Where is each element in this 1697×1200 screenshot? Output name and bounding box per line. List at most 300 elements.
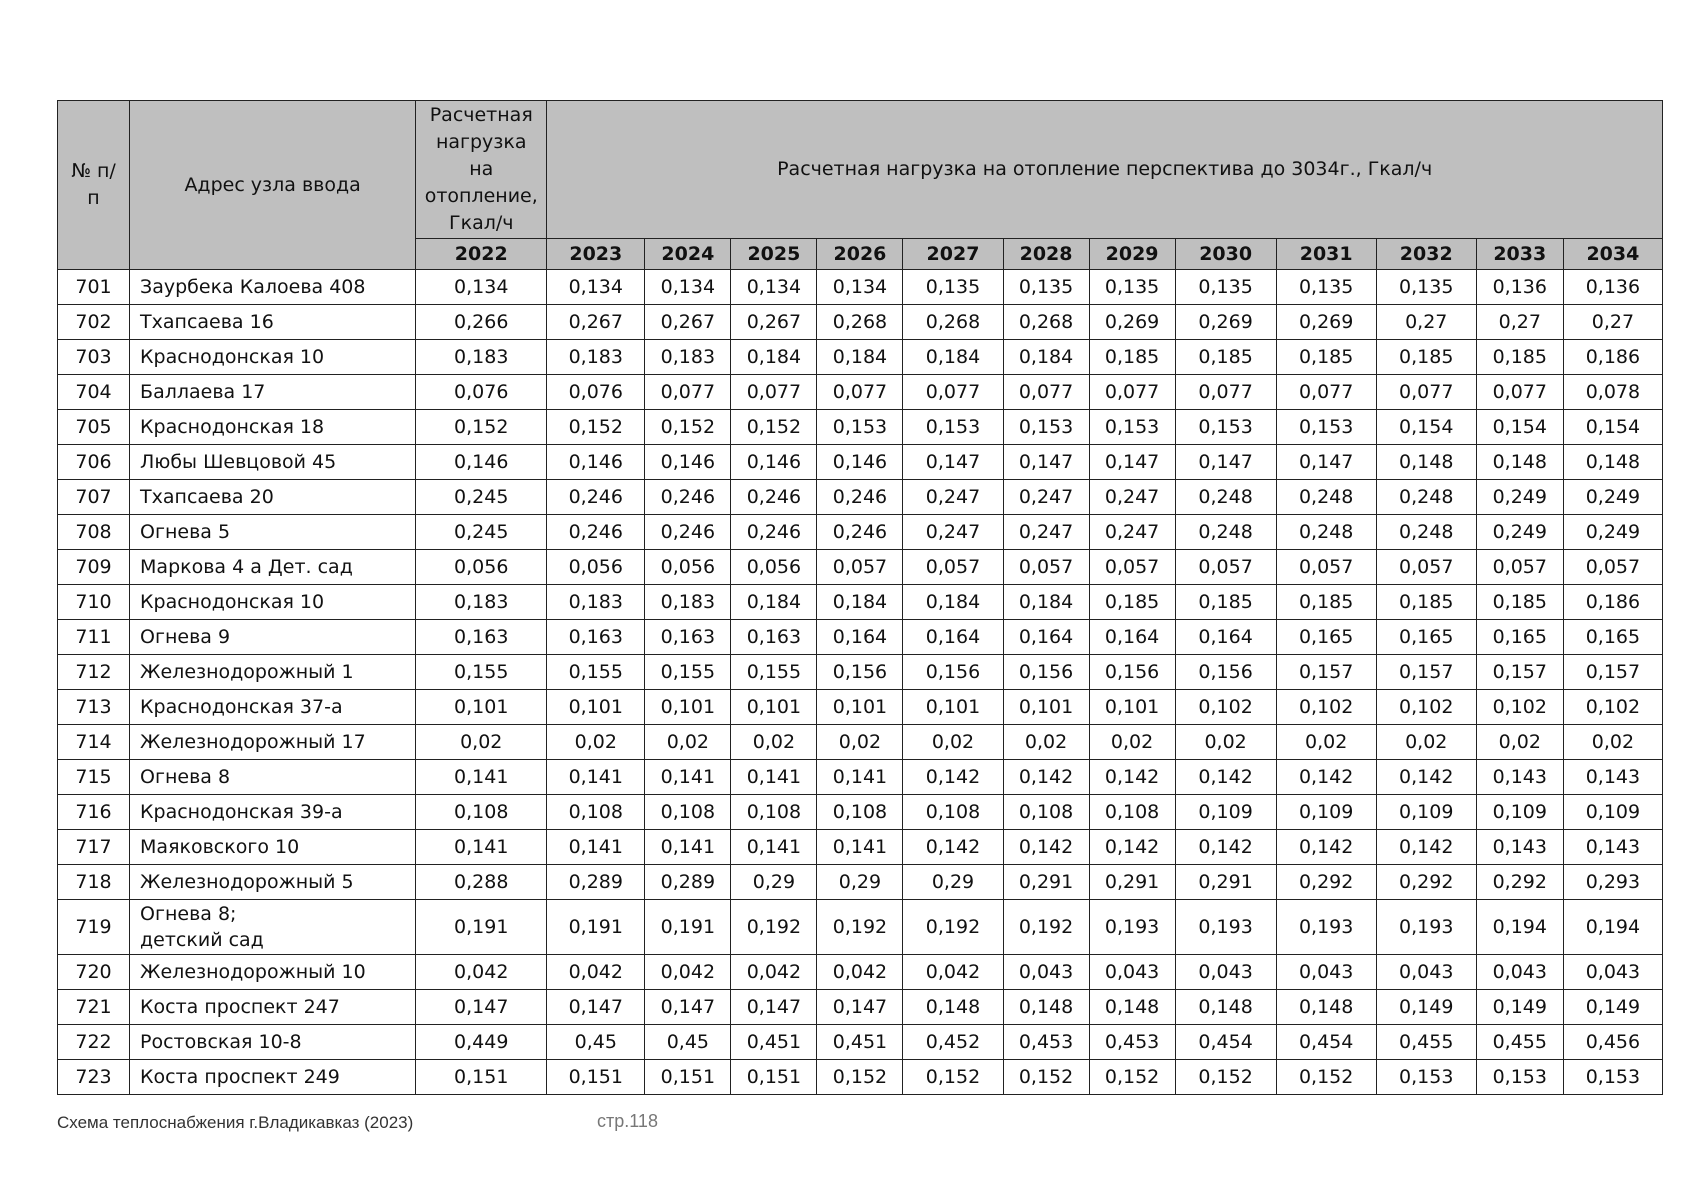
load-value-2034: 0,157 <box>1563 655 1662 690</box>
load-value-2033: 0,153 <box>1476 1060 1563 1095</box>
load-value-2027: 0,142 <box>903 760 1003 795</box>
load-value-2025: 0,152 <box>731 410 817 445</box>
load-value-2022: 0,02 <box>416 725 547 760</box>
load-value-2023: 0,246 <box>547 480 645 515</box>
load-value-2026: 0,246 <box>817 515 903 550</box>
load-value-2028: 0,156 <box>1003 655 1089 690</box>
table-row <box>58 375 1663 410</box>
load-value-2027: 0,02 <box>903 725 1003 760</box>
table-header <box>58 101 1663 270</box>
load-value-2024: 0,155 <box>645 655 731 690</box>
load-value-2023: 0,146 <box>547 445 645 480</box>
load-value-2022: 0,147 <box>416 990 547 1025</box>
row-address: Краснодонская 10 <box>130 585 416 620</box>
load-value-2022: 0,245 <box>416 480 547 515</box>
load-value-2028: 0,148 <box>1003 990 1089 1025</box>
load-value-2022: 0,141 <box>416 830 547 865</box>
load-value-2034: 0,143 <box>1563 760 1662 795</box>
row-address: Краснодонская 39-а <box>130 795 416 830</box>
load-value-2032: 0,165 <box>1376 620 1476 655</box>
load-value-2031: 0,02 <box>1276 725 1376 760</box>
table-row <box>58 515 1663 550</box>
load-value-2029: 0,193 <box>1089 900 1175 955</box>
load-value-2034: 0,249 <box>1563 480 1662 515</box>
load-value-2031: 0,185 <box>1276 340 1376 375</box>
load-value-2029: 0,135 <box>1089 270 1175 305</box>
load-value-2026: 0,184 <box>817 585 903 620</box>
load-value-2028: 0,192 <box>1003 900 1089 955</box>
year-header-2024: 2024 <box>645 239 731 270</box>
load-value-2029: 0,043 <box>1089 955 1175 990</box>
load-value-2031: 0,147 <box>1276 445 1376 480</box>
heat-load-table <box>57 100 1663 1095</box>
load-value-2031: 0,142 <box>1276 830 1376 865</box>
load-value-2026: 0,29 <box>817 865 903 900</box>
load-value-2022: 0,042 <box>416 955 547 990</box>
table-row <box>58 900 1663 955</box>
load-value-2022: 0,151 <box>416 1060 547 1095</box>
footer-page-number: стр.118 <box>597 1111 658 1131</box>
load-value-2023: 0,183 <box>547 340 645 375</box>
load-value-2032: 0,142 <box>1376 760 1476 795</box>
load-value-2022: 0,288 <box>416 865 547 900</box>
row-address: Краснодонская 18 <box>130 410 416 445</box>
row-number: 713 <box>58 690 130 725</box>
load-value-2033: 0,154 <box>1476 410 1563 445</box>
load-value-2026: 0,184 <box>817 340 903 375</box>
load-value-2028: 0,057 <box>1003 550 1089 585</box>
row-address: Огнева 9 <box>130 620 416 655</box>
load-value-2024: 0,246 <box>645 515 731 550</box>
load-value-2029: 0,185 <box>1089 340 1175 375</box>
load-value-2030: 0,102 <box>1175 690 1276 725</box>
load-value-2033: 0,043 <box>1476 955 1563 990</box>
load-value-2030: 0,147 <box>1175 445 1276 480</box>
row-address: Огнева 8 <box>130 760 416 795</box>
load-value-2023: 0,056 <box>547 550 645 585</box>
load-value-2032: 0,248 <box>1376 515 1476 550</box>
load-value-2026: 0,451 <box>817 1025 903 1060</box>
load-value-2024: 0,163 <box>645 620 731 655</box>
load-value-2022: 0,191 <box>416 900 547 955</box>
load-value-2029: 0,148 <box>1089 990 1175 1025</box>
load-value-2032: 0,185 <box>1376 340 1476 375</box>
load-value-2034: 0,136 <box>1563 270 1662 305</box>
load-value-2031: 0,135 <box>1276 270 1376 305</box>
load-value-2029: 0,156 <box>1089 655 1175 690</box>
load-value-2033: 0,148 <box>1476 445 1563 480</box>
load-value-2026: 0,268 <box>817 305 903 340</box>
load-value-2034: 0,249 <box>1563 515 1662 550</box>
row-number: 716 <box>58 795 130 830</box>
load-value-2026: 0,042 <box>817 955 903 990</box>
load-value-2026: 0,101 <box>817 690 903 725</box>
row-number: 715 <box>58 760 130 795</box>
load-value-2025: 0,147 <box>731 990 817 1025</box>
load-value-2026: 0,057 <box>817 550 903 585</box>
load-value-2029: 0,142 <box>1089 830 1175 865</box>
load-value-2024: 0,141 <box>645 760 731 795</box>
load-value-2026: 0,153 <box>817 410 903 445</box>
table-row <box>58 445 1663 480</box>
load-value-2025: 0,077 <box>731 375 817 410</box>
row-number: 722 <box>58 1025 130 1060</box>
load-value-2029: 0,247 <box>1089 480 1175 515</box>
load-value-2025: 0,042 <box>731 955 817 990</box>
load-value-2023: 0,289 <box>547 865 645 900</box>
load-value-2025: 0,155 <box>731 655 817 690</box>
table-row <box>58 795 1663 830</box>
load-value-2028: 0,291 <box>1003 865 1089 900</box>
load-value-2030: 0,057 <box>1175 550 1276 585</box>
row-number: 708 <box>58 515 130 550</box>
load-value-2025: 0,163 <box>731 620 817 655</box>
load-value-2025: 0,101 <box>731 690 817 725</box>
load-value-2032: 0,292 <box>1376 865 1476 900</box>
row-number: 704 <box>58 375 130 410</box>
load-value-2033: 0,136 <box>1476 270 1563 305</box>
year-header-2025: 2025 <box>731 239 817 270</box>
load-value-2032: 0,27 <box>1376 305 1476 340</box>
load-value-2024: 0,042 <box>645 955 731 990</box>
load-value-2033: 0,194 <box>1476 900 1563 955</box>
load-value-2028: 0,152 <box>1003 1060 1089 1095</box>
load-value-2030: 0,109 <box>1175 795 1276 830</box>
load-value-2029: 0,02 <box>1089 725 1175 760</box>
load-value-2023: 0,267 <box>547 305 645 340</box>
table-row <box>58 655 1663 690</box>
load-value-2033: 0,185 <box>1476 585 1563 620</box>
load-value-2022: 0,056 <box>416 550 547 585</box>
header-current-load: Расчетная нагрузка на отопление, Гкал/ч <box>416 101 547 239</box>
load-value-2024: 0,056 <box>645 550 731 585</box>
load-value-2023: 0,02 <box>547 725 645 760</box>
load-value-2034: 0,154 <box>1563 410 1662 445</box>
load-value-2031: 0,157 <box>1276 655 1376 690</box>
load-value-2034: 0,186 <box>1563 585 1662 620</box>
load-value-2029: 0,108 <box>1089 795 1175 830</box>
load-value-2034: 0,102 <box>1563 690 1662 725</box>
row-address: Маяковского 10 <box>130 830 416 865</box>
load-value-2026: 0,156 <box>817 655 903 690</box>
year-header-2030: 2030 <box>1175 239 1276 270</box>
row-address: Любы Шевцовой 45 <box>130 445 416 480</box>
load-value-2024: 0,45 <box>645 1025 731 1060</box>
load-value-2034: 0,456 <box>1563 1025 1662 1060</box>
load-value-2022: 0,163 <box>416 620 547 655</box>
row-number: 706 <box>58 445 130 480</box>
row-address: Ростовская 10-8 <box>130 1025 416 1060</box>
table-row <box>58 585 1663 620</box>
table-row <box>58 480 1663 515</box>
load-value-2028: 0,135 <box>1003 270 1089 305</box>
load-value-2029: 0,291 <box>1089 865 1175 900</box>
load-value-2027: 0,142 <box>903 830 1003 865</box>
load-value-2025: 0,267 <box>731 305 817 340</box>
load-value-2027: 0,184 <box>903 340 1003 375</box>
load-value-2025: 0,184 <box>731 585 817 620</box>
load-value-2026: 0,108 <box>817 795 903 830</box>
load-value-2032: 0,154 <box>1376 410 1476 445</box>
load-value-2028: 0,043 <box>1003 955 1089 990</box>
load-value-2029: 0,453 <box>1089 1025 1175 1060</box>
load-value-2023: 0,163 <box>547 620 645 655</box>
load-value-2023: 0,45 <box>547 1025 645 1060</box>
load-value-2025: 0,151 <box>731 1060 817 1095</box>
load-value-2033: 0,077 <box>1476 375 1563 410</box>
load-value-2023: 0,191 <box>547 900 645 955</box>
load-value-2022: 0,183 <box>416 340 547 375</box>
load-value-2026: 0,164 <box>817 620 903 655</box>
load-value-2026: 0,147 <box>817 990 903 1025</box>
load-value-2033: 0,102 <box>1476 690 1563 725</box>
load-value-2024: 0,147 <box>645 990 731 1025</box>
load-value-2028: 0,164 <box>1003 620 1089 655</box>
load-value-2025: 0,451 <box>731 1025 817 1060</box>
load-value-2024: 0,191 <box>645 900 731 955</box>
load-value-2024: 0,183 <box>645 585 731 620</box>
load-value-2024: 0,289 <box>645 865 731 900</box>
year-header-2027: 2027 <box>903 239 1003 270</box>
load-value-2031: 0,248 <box>1276 480 1376 515</box>
table-row <box>58 305 1663 340</box>
year-header-2034: 2034 <box>1563 239 1662 270</box>
table-body <box>58 270 1663 1095</box>
load-value-2032: 0,135 <box>1376 270 1476 305</box>
load-value-2024: 0,134 <box>645 270 731 305</box>
load-value-2024: 0,146 <box>645 445 731 480</box>
load-value-2028: 0,184 <box>1003 340 1089 375</box>
load-value-2027: 0,148 <box>903 990 1003 1025</box>
load-value-2029: 0,152 <box>1089 1060 1175 1095</box>
row-address: Огнева 8; детский сад <box>130 900 416 955</box>
load-value-2034: 0,293 <box>1563 865 1662 900</box>
row-number: 723 <box>58 1060 130 1095</box>
table-row <box>58 410 1663 445</box>
load-value-2027: 0,153 <box>903 410 1003 445</box>
load-value-2030: 0,142 <box>1175 760 1276 795</box>
row-address: Железнодорожный 17 <box>130 725 416 760</box>
load-value-2024: 0,151 <box>645 1060 731 1095</box>
load-value-2027: 0,042 <box>903 955 1003 990</box>
load-value-2033: 0,057 <box>1476 550 1563 585</box>
load-value-2031: 0,077 <box>1276 375 1376 410</box>
load-value-2034: 0,143 <box>1563 830 1662 865</box>
load-value-2027: 0,156 <box>903 655 1003 690</box>
load-value-2029: 0,147 <box>1089 445 1175 480</box>
load-value-2034: 0,194 <box>1563 900 1662 955</box>
load-value-2031: 0,292 <box>1276 865 1376 900</box>
year-header-2023: 2023 <box>547 239 645 270</box>
load-value-2031: 0,148 <box>1276 990 1376 1025</box>
load-value-2028: 0,268 <box>1003 305 1089 340</box>
row-number: 703 <box>58 340 130 375</box>
row-number: 709 <box>58 550 130 585</box>
load-value-2025: 0,02 <box>731 725 817 760</box>
load-value-2030: 0,164 <box>1175 620 1276 655</box>
load-value-2028: 0,153 <box>1003 410 1089 445</box>
load-value-2032: 0,02 <box>1376 725 1476 760</box>
load-value-2034: 0,148 <box>1563 445 1662 480</box>
load-value-2032: 0,185 <box>1376 585 1476 620</box>
load-value-2031: 0,269 <box>1276 305 1376 340</box>
load-value-2027: 0,247 <box>903 515 1003 550</box>
load-value-2031: 0,153 <box>1276 410 1376 445</box>
load-value-2029: 0,185 <box>1089 585 1175 620</box>
load-value-2030: 0,135 <box>1175 270 1276 305</box>
load-value-2023: 0,141 <box>547 760 645 795</box>
load-value-2025: 0,184 <box>731 340 817 375</box>
load-value-2028: 0,142 <box>1003 830 1089 865</box>
load-value-2030: 0,02 <box>1175 725 1276 760</box>
row-address: Баллаева 17 <box>130 375 416 410</box>
year-header-2033: 2033 <box>1476 239 1563 270</box>
year-header-2029: 2029 <box>1089 239 1175 270</box>
load-value-2032: 0,057 <box>1376 550 1476 585</box>
load-value-2028: 0,247 <box>1003 480 1089 515</box>
row-address: Железнодорожный 10 <box>130 955 416 990</box>
load-value-2033: 0,165 <box>1476 620 1563 655</box>
load-value-2027: 0,101 <box>903 690 1003 725</box>
row-number: 701 <box>58 270 130 305</box>
row-address: Коста проспект 249 <box>130 1060 416 1095</box>
load-value-2033: 0,292 <box>1476 865 1563 900</box>
load-value-2029: 0,153 <box>1089 410 1175 445</box>
load-value-2029: 0,164 <box>1089 620 1175 655</box>
load-value-2026: 0,02 <box>817 725 903 760</box>
load-value-2033: 0,109 <box>1476 795 1563 830</box>
load-value-2032: 0,077 <box>1376 375 1476 410</box>
row-number: 714 <box>58 725 130 760</box>
load-value-2029: 0,142 <box>1089 760 1175 795</box>
load-value-2034: 0,27 <box>1563 305 1662 340</box>
load-value-2023: 0,246 <box>547 515 645 550</box>
load-value-2031: 0,165 <box>1276 620 1376 655</box>
table-row <box>58 830 1663 865</box>
load-value-2022: 0,108 <box>416 795 547 830</box>
year-header-2032: 2032 <box>1376 239 1476 270</box>
load-value-2028: 0,184 <box>1003 585 1089 620</box>
load-value-2025: 0,141 <box>731 830 817 865</box>
load-value-2025: 0,108 <box>731 795 817 830</box>
load-value-2032: 0,142 <box>1376 830 1476 865</box>
load-value-2023: 0,108 <box>547 795 645 830</box>
load-value-2022: 0,146 <box>416 445 547 480</box>
row-number: 719 <box>58 900 130 955</box>
row-address: Краснодонская 37-а <box>130 690 416 725</box>
year-header-2028: 2028 <box>1003 239 1089 270</box>
row-number: 720 <box>58 955 130 990</box>
load-value-2031: 0,185 <box>1276 585 1376 620</box>
load-value-2026: 0,141 <box>817 760 903 795</box>
load-value-2027: 0,147 <box>903 445 1003 480</box>
load-value-2025: 0,246 <box>731 480 817 515</box>
load-value-2028: 0,077 <box>1003 375 1089 410</box>
load-value-2026: 0,146 <box>817 445 903 480</box>
load-value-2033: 0,455 <box>1476 1025 1563 1060</box>
row-address: Маркова 4 а Дет. сад <box>130 550 416 585</box>
load-value-2034: 0,078 <box>1563 375 1662 410</box>
load-value-2023: 0,134 <box>547 270 645 305</box>
load-value-2028: 0,453 <box>1003 1025 1089 1060</box>
load-value-2026: 0,134 <box>817 270 903 305</box>
load-value-2025: 0,246 <box>731 515 817 550</box>
load-value-2026: 0,141 <box>817 830 903 865</box>
load-value-2034: 0,109 <box>1563 795 1662 830</box>
load-value-2023: 0,101 <box>547 690 645 725</box>
load-value-2029: 0,247 <box>1089 515 1175 550</box>
load-value-2030: 0,193 <box>1175 900 1276 955</box>
load-value-2030: 0,185 <box>1175 585 1276 620</box>
row-address: Тхапсаева 16 <box>130 305 416 340</box>
year-header-2026: 2026 <box>817 239 903 270</box>
load-value-2033: 0,149 <box>1476 990 1563 1025</box>
table-row <box>58 725 1663 760</box>
load-value-2030: 0,043 <box>1175 955 1276 990</box>
load-value-2031: 0,152 <box>1276 1060 1376 1095</box>
table-row <box>58 1060 1663 1095</box>
load-value-2029: 0,101 <box>1089 690 1175 725</box>
load-value-2025: 0,056 <box>731 550 817 585</box>
load-value-2030: 0,248 <box>1175 480 1276 515</box>
load-value-2024: 0,267 <box>645 305 731 340</box>
load-value-2030: 0,269 <box>1175 305 1276 340</box>
load-value-2033: 0,185 <box>1476 340 1563 375</box>
load-value-2024: 0,246 <box>645 480 731 515</box>
load-value-2032: 0,248 <box>1376 480 1476 515</box>
table-row <box>58 550 1663 585</box>
load-value-2034: 0,02 <box>1563 725 1662 760</box>
row-address: Тхапсаева 20 <box>130 480 416 515</box>
load-value-2030: 0,291 <box>1175 865 1276 900</box>
row-address: Огнева 5 <box>130 515 416 550</box>
load-value-2027: 0,152 <box>903 1060 1003 1095</box>
table-row <box>58 955 1663 990</box>
load-value-2033: 0,27 <box>1476 305 1563 340</box>
load-value-2030: 0,153 <box>1175 410 1276 445</box>
load-value-2024: 0,108 <box>645 795 731 830</box>
load-value-2030: 0,148 <box>1175 990 1276 1025</box>
load-value-2027: 0,057 <box>903 550 1003 585</box>
row-number: 705 <box>58 410 130 445</box>
load-value-2030: 0,142 <box>1175 830 1276 865</box>
load-value-2032: 0,102 <box>1376 690 1476 725</box>
row-number: 711 <box>58 620 130 655</box>
load-value-2027: 0,452 <box>903 1025 1003 1060</box>
load-value-2023: 0,042 <box>547 955 645 990</box>
load-value-2028: 0,142 <box>1003 760 1089 795</box>
load-value-2025: 0,141 <box>731 760 817 795</box>
load-value-2026: 0,077 <box>817 375 903 410</box>
load-value-2022: 0,449 <box>416 1025 547 1060</box>
load-value-2032: 0,109 <box>1376 795 1476 830</box>
load-value-2027: 0,29 <box>903 865 1003 900</box>
row-address: Заурбека Калоева 408 <box>130 270 416 305</box>
load-value-2033: 0,157 <box>1476 655 1563 690</box>
load-value-2022: 0,134 <box>416 270 547 305</box>
row-address: Железнодорожный 1 <box>130 655 416 690</box>
load-value-2033: 0,02 <box>1476 725 1563 760</box>
row-number: 721 <box>58 990 130 1025</box>
load-value-2033: 0,249 <box>1476 480 1563 515</box>
load-value-2023: 0,147 <box>547 990 645 1025</box>
row-address: Железнодорожный 5 <box>130 865 416 900</box>
load-value-2030: 0,454 <box>1175 1025 1276 1060</box>
load-value-2034: 0,043 <box>1563 955 1662 990</box>
load-value-2029: 0,269 <box>1089 305 1175 340</box>
load-value-2033: 0,143 <box>1476 830 1563 865</box>
load-value-2032: 0,149 <box>1376 990 1476 1025</box>
